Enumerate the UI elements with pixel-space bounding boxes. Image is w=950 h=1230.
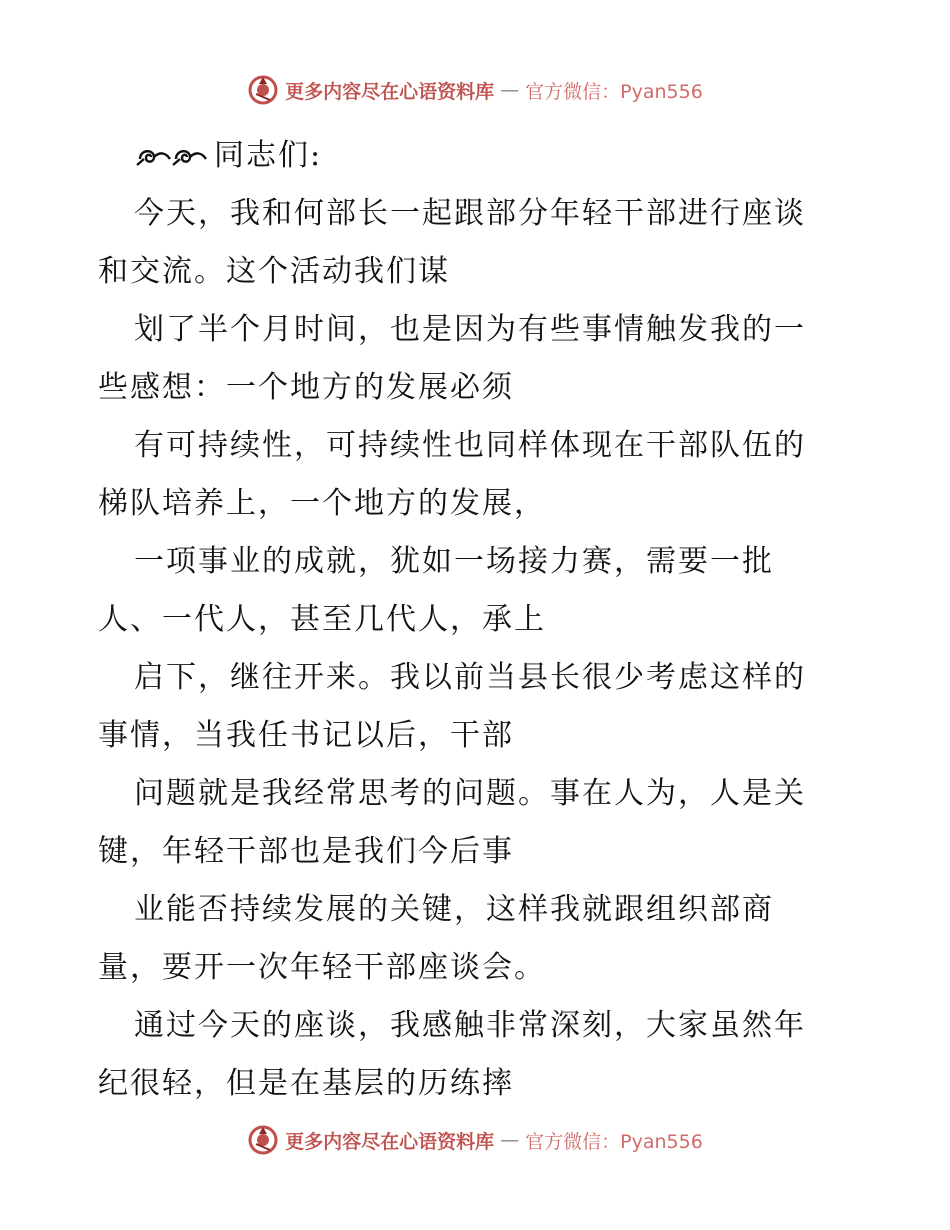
document-line: 梯队培养上，一个地方的发展， [98,486,546,521]
brand-logo-icon [247,74,279,106]
document-line: 些感想：一个地方的发展必须 [98,370,514,405]
salutation-text: 同志们: [214,138,323,173]
document-line: 通过今天的座谈，我感触非常深刻，大家虽然年 [134,1008,806,1043]
document-line: 和交流。这个活动我们谋 [98,254,450,289]
document-line: 键，年轻干部也是我们今后事 [98,834,514,869]
document-line: 人、一代人，甚至几代人，承上 [98,602,546,637]
header-banner-dash: — [500,79,520,101]
document-line: 量，要开一次年轻干部座谈会。 [98,950,546,985]
header-banner-main: 更多内容尽在心语资料库 [285,80,495,103]
footer-banner-main: 更多内容尽在心语资料库 [285,1130,495,1153]
document-line: 今天，我和何部长一起跟部分年轻干部进行座谈 [134,196,806,231]
brand-logo-icon [247,1124,279,1156]
salutation-line [98,127,858,185]
header-banner-sub: 官方微信：Pyan556 [525,80,703,103]
footer-banner-dash: — [500,1129,520,1151]
header-banner [0,70,950,110]
document-line: 业能否持续发展的关键，这样我就跟组织部商 [134,892,774,927]
document-line: 有可持续性，可持续性也同样体现在干部队伍的 [134,428,806,463]
footer-banner [0,1120,950,1160]
decorative-ornament-icon [134,141,212,171]
paragraph-lines [98,185,858,1113]
document-line: 问题就是我经常思考的问题。事在人为，人是关 [134,776,806,811]
document-line: 一项事业的成就，犹如一场接力赛，需要一批 [134,544,774,579]
document-line: 划了半个月时间，也是因为有些事情触发我的一 [134,312,806,347]
document-line: 启下，继往开来。我以前当县长很少考虑这样的 [134,660,806,695]
footer-banner-sub: 官方微信：Pyan556 [525,1130,703,1153]
document-line: 纪很轻，但是在基层的历练摔 [98,1066,514,1101]
document-body [98,127,858,1113]
document-line: 事情，当我任书记以后，干部 [98,718,514,753]
